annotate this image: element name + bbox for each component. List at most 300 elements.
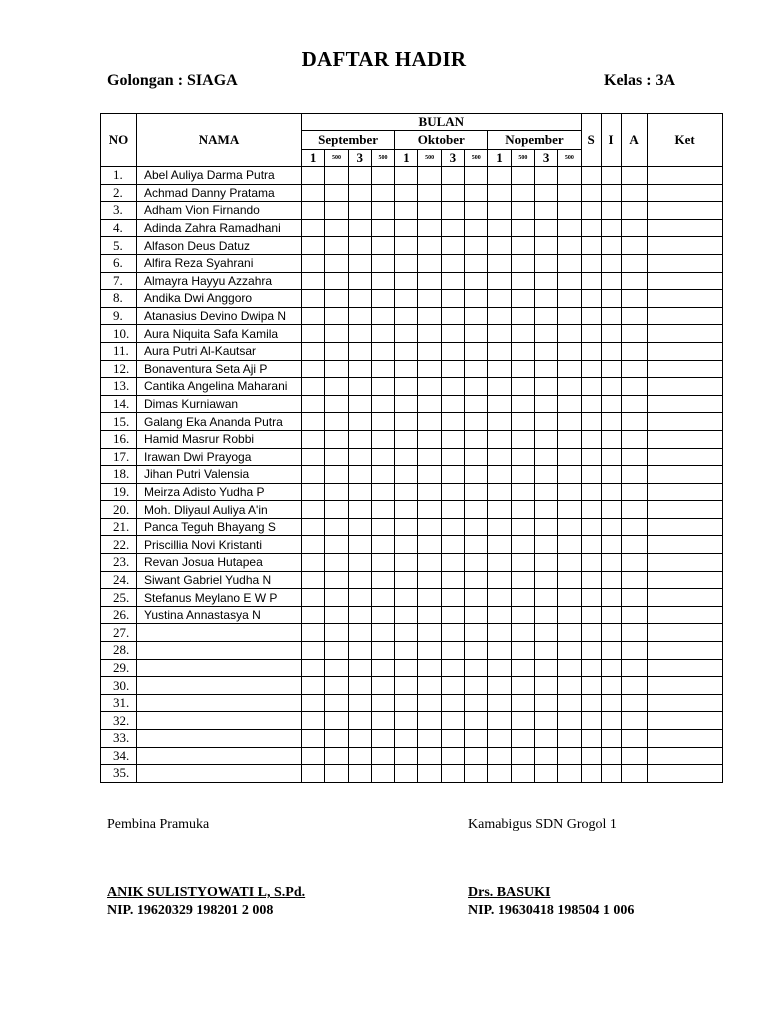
attendance-cell: [511, 272, 534, 290]
attendance-cell: [302, 589, 325, 607]
student-name: Abel Auliya Darma Putra: [137, 167, 302, 185]
attendance-cell: [465, 694, 488, 712]
attendance-cell: [395, 466, 418, 484]
summary-cell: [647, 571, 722, 589]
attendance-cell: [418, 536, 441, 554]
summary-cell: [621, 430, 647, 448]
summary-cell: [621, 360, 647, 378]
attendance-cell: [511, 536, 534, 554]
attendance-cell: [558, 730, 581, 748]
attendance-cell: [488, 272, 511, 290]
attendance-cell: [441, 202, 464, 220]
attendance-cell: [488, 395, 511, 413]
header-nama: NAMA: [137, 114, 302, 167]
attendance-cell: [511, 765, 534, 783]
attendance-cell: [371, 413, 394, 431]
student-name: Priscillia Novi Kristanti: [137, 536, 302, 554]
attendance-cell: [325, 536, 348, 554]
attendance-cell: [348, 448, 371, 466]
summary-cell: [621, 501, 647, 519]
summary-cell: [621, 219, 647, 237]
attendance-cell: [325, 501, 348, 519]
attendance-cell: [534, 290, 557, 308]
summary-cell: [647, 448, 722, 466]
summary-cell: [601, 624, 621, 642]
attendance-cell: [465, 237, 488, 255]
attendance-cell: [441, 536, 464, 554]
summary-cell: [601, 606, 621, 624]
attendance-cell: [371, 677, 394, 695]
attendance-cell: [325, 342, 348, 360]
attendance-cell: [371, 730, 394, 748]
attendance-cell: [348, 237, 371, 255]
attendance-cell: [534, 202, 557, 220]
attendance-cell: [418, 730, 441, 748]
attendance-cell: [511, 677, 534, 695]
attendance-cell: [371, 202, 394, 220]
attendance-cell: [395, 219, 418, 237]
attendance-cell: [465, 342, 488, 360]
student-name: [137, 642, 302, 660]
attendance-cell: [325, 730, 348, 748]
attendance-cell: [302, 483, 325, 501]
attendance-cell: [488, 589, 511, 607]
attendance-cell: [302, 448, 325, 466]
summary-cell: [581, 448, 601, 466]
row-number: 15.: [101, 413, 137, 431]
student-name: Andika Dwi Anggoro: [137, 290, 302, 308]
attendance-cell: [511, 360, 534, 378]
table-row: [101, 342, 723, 360]
attendance-cell: [418, 272, 441, 290]
attendance-cell: [511, 202, 534, 220]
attendance-cell: [418, 483, 441, 501]
table-row: [101, 466, 723, 484]
attendance-cell: [395, 290, 418, 308]
summary-cell: [601, 730, 621, 748]
attendance-cell: [511, 413, 534, 431]
attendance-cell: [488, 325, 511, 343]
summary-cell: [621, 606, 647, 624]
summary-cell: [581, 483, 601, 501]
summary-cell: [601, 307, 621, 325]
summary-cell: [621, 184, 647, 202]
attendance-cell: [441, 448, 464, 466]
attendance-cell: [465, 466, 488, 484]
attendance-table: [100, 113, 723, 783]
attendance-cell: [488, 237, 511, 255]
attendance-cell: [488, 378, 511, 396]
summary-cell: [601, 747, 621, 765]
summary-cell: [601, 712, 621, 730]
attendance-cell: [488, 202, 511, 220]
attendance-cell: [302, 765, 325, 783]
attendance-cell: [441, 395, 464, 413]
attendance-cell: [534, 501, 557, 519]
attendance-cell: [395, 325, 418, 343]
student-name: [137, 624, 302, 642]
attendance-cell: [558, 413, 581, 431]
summary-cell: [601, 360, 621, 378]
attendance-cell: [488, 307, 511, 325]
summary-cell: [621, 518, 647, 536]
student-name: [137, 765, 302, 783]
attendance-cell: [302, 413, 325, 431]
attendance-cell: [465, 307, 488, 325]
attendance-cell: [348, 518, 371, 536]
attendance-cell: [558, 747, 581, 765]
attendance-cell: [395, 430, 418, 448]
attendance-cell: [558, 518, 581, 536]
summary-cell: [601, 430, 621, 448]
attendance-cell: [395, 395, 418, 413]
attendance-cell: [488, 554, 511, 572]
summary-cell: [581, 202, 601, 220]
attendance-cell: [395, 342, 418, 360]
attendance-cell: [418, 360, 441, 378]
attendance-cell: [465, 413, 488, 431]
attendance-cell: [302, 712, 325, 730]
attendance-cell: [348, 571, 371, 589]
summary-cell: [647, 536, 722, 554]
summary-cell: [647, 554, 722, 572]
table-row: [101, 290, 723, 308]
attendance-cell: [348, 730, 371, 748]
attendance-cell: [534, 571, 557, 589]
summary-cell: [601, 589, 621, 607]
row-number: 34.: [101, 747, 137, 765]
attendance-cell: [441, 184, 464, 202]
attendance-cell: [348, 167, 371, 185]
table-row: [101, 307, 723, 325]
attendance-cell: [534, 237, 557, 255]
summary-cell: [621, 307, 647, 325]
attendance-cell: [511, 694, 534, 712]
attendance-cell: [302, 518, 325, 536]
week-label: 500: [465, 150, 488, 167]
attendance-cell: [395, 659, 418, 677]
row-number: 9.: [101, 307, 137, 325]
summary-cell: [581, 712, 601, 730]
attendance-cell: [348, 677, 371, 695]
attendance-cell: [488, 342, 511, 360]
attendance-cell: [371, 184, 394, 202]
attendance-cell: [534, 360, 557, 378]
attendance-cell: [441, 307, 464, 325]
attendance-cell: [371, 659, 394, 677]
attendance-cell: [441, 589, 464, 607]
table-row: [101, 747, 723, 765]
summary-cell: [621, 290, 647, 308]
attendance-cell: [418, 378, 441, 396]
summary-cell: [647, 712, 722, 730]
attendance-cell: [534, 536, 557, 554]
summary-cell: [647, 624, 722, 642]
attendance-cell: [395, 642, 418, 660]
attendance-cell: [558, 712, 581, 730]
table-row: [101, 571, 723, 589]
attendance-cell: [441, 642, 464, 660]
attendance-cell: [302, 342, 325, 360]
attendance-cell: [534, 659, 557, 677]
attendance-cell: [465, 765, 488, 783]
summary-cell: [581, 624, 601, 642]
summary-cell: [621, 325, 647, 343]
attendance-cell: [558, 254, 581, 272]
attendance-cell: [395, 712, 418, 730]
student-name: Cantika Angelina Maharani: [137, 378, 302, 396]
attendance-cell: [534, 342, 557, 360]
attendance-cell: [465, 536, 488, 554]
attendance-cell: [465, 167, 488, 185]
attendance-cell: [441, 554, 464, 572]
summary-cell: [601, 272, 621, 290]
table-row: [101, 659, 723, 677]
table-row: [101, 448, 723, 466]
attendance-cell: [325, 694, 348, 712]
summary-cell: [601, 659, 621, 677]
attendance-cell: [418, 254, 441, 272]
summary-cell: [647, 677, 722, 695]
summary-cell: [601, 325, 621, 343]
attendance-cell: [418, 237, 441, 255]
attendance-cell: [511, 518, 534, 536]
summary-cell: [647, 237, 722, 255]
attendance-cell: [371, 606, 394, 624]
summary-cell: [581, 501, 601, 519]
summary-cell: [601, 237, 621, 255]
attendance-cell: [371, 483, 394, 501]
summary-cell: [647, 378, 722, 396]
attendance-cell: [558, 659, 581, 677]
header-i: I: [601, 114, 621, 167]
attendance-cell: [348, 466, 371, 484]
attendance-cell: [488, 167, 511, 185]
week-label: 500: [511, 150, 534, 167]
summary-cell: [647, 589, 722, 607]
attendance-cell: [488, 536, 511, 554]
table-row: [101, 730, 723, 748]
summary-cell: [581, 694, 601, 712]
attendance-cell: [441, 606, 464, 624]
attendance-cell: [441, 360, 464, 378]
attendance-cell: [371, 554, 394, 572]
table-row: [101, 325, 723, 343]
attendance-cell: [534, 184, 557, 202]
attendance-cell: [558, 290, 581, 308]
table-row: [101, 184, 723, 202]
attendance-cell: [511, 237, 534, 255]
row-number: 18.: [101, 466, 137, 484]
table-row: [101, 501, 723, 519]
attendance-cell: [488, 360, 511, 378]
summary-cell: [647, 184, 722, 202]
summary-cell: [581, 237, 601, 255]
week-label: 3: [534, 150, 557, 167]
attendance-cell: [325, 747, 348, 765]
row-number: 17.: [101, 448, 137, 466]
attendance-cell: [395, 307, 418, 325]
summary-cell: [647, 518, 722, 536]
table-row: [101, 765, 723, 783]
summary-cell: [581, 730, 601, 748]
attendance-cell: [302, 501, 325, 519]
attendance-cell: [441, 272, 464, 290]
student-name: [137, 747, 302, 765]
attendance-cell: [348, 254, 371, 272]
summary-cell: [581, 554, 601, 572]
table-row: [101, 677, 723, 695]
student-name: Jihan Putri Valensia: [137, 466, 302, 484]
summary-cell: [581, 677, 601, 695]
attendance-cell: [441, 747, 464, 765]
attendance-cell: [465, 448, 488, 466]
student-name: [137, 659, 302, 677]
attendance-cell: [348, 659, 371, 677]
attendance-cell: [511, 466, 534, 484]
row-number: 35.: [101, 765, 137, 783]
attendance-cell: [348, 483, 371, 501]
header-s: S: [581, 114, 601, 167]
summary-cell: [581, 395, 601, 413]
attendance-cell: [534, 167, 557, 185]
attendance-cell: [302, 378, 325, 396]
summary-cell: [647, 307, 722, 325]
kelas-label: Kelas : 3A: [604, 72, 676, 89]
attendance-cell: [395, 483, 418, 501]
attendance-cell: [325, 589, 348, 607]
student-name: Adinda Zahra Ramadhani: [137, 219, 302, 237]
attendance-cell: [302, 290, 325, 308]
attendance-cell: [511, 378, 534, 396]
attendance-cell: [534, 765, 557, 783]
row-number: 23.: [101, 554, 137, 572]
header-ket: Ket: [647, 114, 722, 167]
attendance-cell: [418, 184, 441, 202]
table-row: [101, 606, 723, 624]
summary-cell: [621, 448, 647, 466]
attendance-cell: [488, 413, 511, 431]
attendance-cell: [465, 254, 488, 272]
summary-cell: [581, 765, 601, 783]
attendance-cell: [511, 747, 534, 765]
attendance-cell: [441, 624, 464, 642]
attendance-cell: [558, 184, 581, 202]
summary-cell: [581, 290, 601, 308]
attendance-cell: [441, 483, 464, 501]
attendance-cell: [465, 360, 488, 378]
summary-cell: [647, 360, 722, 378]
attendance-cell: [511, 448, 534, 466]
attendance-cell: [325, 624, 348, 642]
attendance-cell: [302, 395, 325, 413]
attendance-cell: [395, 606, 418, 624]
table-row: [101, 518, 723, 536]
summary-cell: [581, 360, 601, 378]
attendance-cell: [325, 325, 348, 343]
attendance-cell: [395, 747, 418, 765]
summary-cell: [601, 501, 621, 519]
attendance-cell: [465, 272, 488, 290]
summary-cell: [601, 167, 621, 185]
attendance-cell: [465, 184, 488, 202]
summary-cell: [621, 395, 647, 413]
attendance-cell: [418, 290, 441, 308]
attendance-cell: [302, 254, 325, 272]
attendance-cell: [558, 606, 581, 624]
attendance-cell: [511, 730, 534, 748]
summary-cell: [581, 272, 601, 290]
attendance-cell: [302, 694, 325, 712]
row-number: 31.: [101, 694, 137, 712]
summary-cell: [647, 483, 722, 501]
student-name: [137, 694, 302, 712]
summary-cell: [647, 606, 722, 624]
table-row: [101, 624, 723, 642]
attendance-cell: [325, 606, 348, 624]
attendance-cell: [302, 536, 325, 554]
attendance-cell: [371, 360, 394, 378]
attendance-cell: [534, 589, 557, 607]
attendance-cell: [348, 747, 371, 765]
attendance-cell: [558, 307, 581, 325]
attendance-cell: [348, 712, 371, 730]
attendance-cell: [558, 501, 581, 519]
summary-cell: [621, 536, 647, 554]
attendance-cell: [558, 694, 581, 712]
summary-cell: [601, 202, 621, 220]
summary-cell: [581, 642, 601, 660]
attendance-cell: [441, 518, 464, 536]
attendance-cell: [511, 642, 534, 660]
summary-cell: [581, 518, 601, 536]
attendance-cell: [302, 642, 325, 660]
attendance-cell: [511, 571, 534, 589]
table-row: [101, 254, 723, 272]
attendance-cell: [348, 765, 371, 783]
right-signer-nip: NIP. 19630418 198504 1 006: [468, 903, 635, 918]
attendance-cell: [465, 202, 488, 220]
summary-cell: [601, 448, 621, 466]
summary-cell: [621, 272, 647, 290]
attendance-cell: [418, 325, 441, 343]
attendance-cell: [441, 501, 464, 519]
attendance-cell: [348, 342, 371, 360]
attendance-cell: [325, 237, 348, 255]
attendance-cell: [302, 730, 325, 748]
attendance-cell: [325, 448, 348, 466]
attendance-cell: [325, 430, 348, 448]
attendance-cell: [302, 202, 325, 220]
attendance-cell: [465, 747, 488, 765]
student-name: [137, 677, 302, 695]
attendance-cell: [558, 430, 581, 448]
table-row: [101, 202, 723, 220]
summary-cell: [581, 325, 601, 343]
attendance-cell: [325, 571, 348, 589]
attendance-cell: [348, 694, 371, 712]
attendance-cell: [371, 325, 394, 343]
table-row: [101, 536, 723, 554]
attendance-cell: [302, 184, 325, 202]
student-name: Alfason Deus Datuz: [137, 237, 302, 255]
summary-cell: [621, 378, 647, 396]
summary-cell: [581, 430, 601, 448]
attendance-cell: [371, 342, 394, 360]
summary-cell: [601, 290, 621, 308]
attendance-cell: [325, 307, 348, 325]
right-signer-name: Drs. BASUKI: [468, 885, 551, 900]
